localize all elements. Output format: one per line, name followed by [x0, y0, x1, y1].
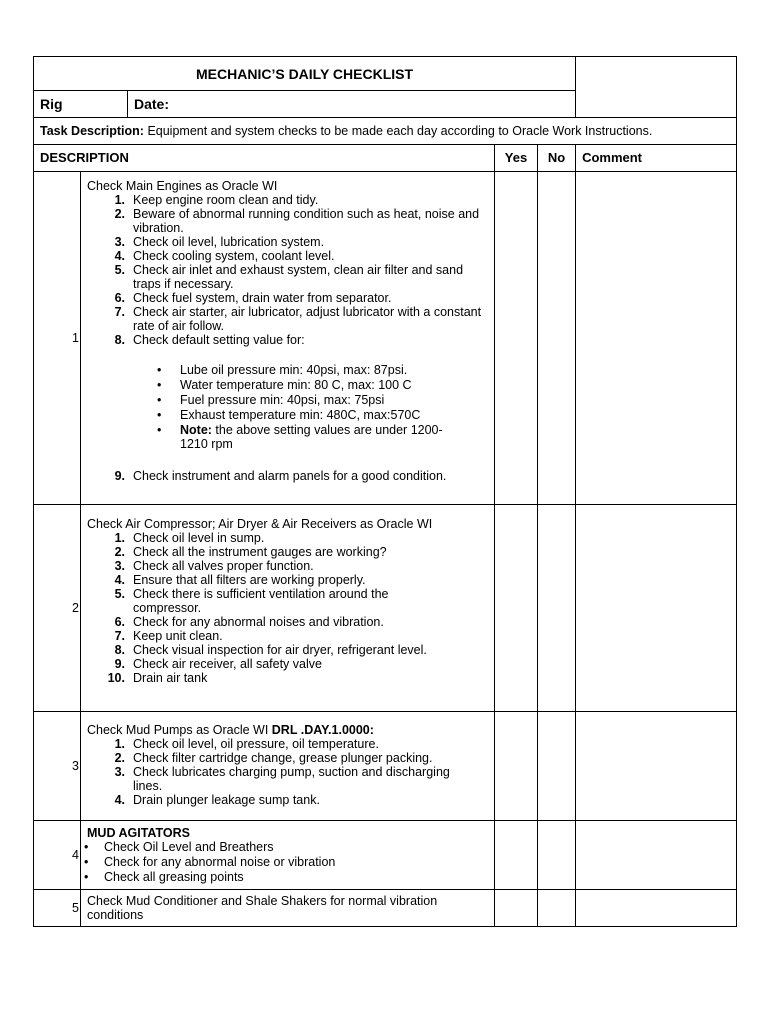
- list-item: • Check all greasing points: [84, 870, 244, 884]
- row-intro: Check Mud Pumps as Oracle WI DRL .DAY.1.0000:: [87, 723, 374, 737]
- setting-values-list: [87, 363, 490, 451]
- comment-cell[interactable]: [576, 821, 737, 890]
- comment-cell[interactable]: [576, 505, 737, 712]
- bullet-icon: •: [157, 378, 162, 392]
- row-intro: Check Air Compressor; Air Dryer & Air Receivers as Oracle WI: [87, 517, 433, 531]
- row-number: 5: [34, 890, 81, 927]
- row-description: [81, 172, 495, 505]
- row-intro: Check Mud Conditioner and Shale Shakers for normal vibration conditions: [87, 894, 438, 922]
- list-item: 7. Check air starter, air lubricator, adjust lubricator with a constant rate of air follow.: [114, 305, 482, 333]
- list-item: 4. Drain plunger leakage sump tank.: [114, 793, 320, 807]
- task-description-label: Task Description:: [40, 124, 144, 138]
- bullet-icon: •: [157, 393, 162, 407]
- checklist-table: [33, 56, 737, 927]
- table-row: [34, 712, 737, 821]
- list-item: 10. Drain air tank: [107, 671, 208, 685]
- comment-cell[interactable]: [576, 172, 737, 505]
- list-item: 1. Check oil level in sump.: [114, 531, 265, 545]
- row-description: [81, 505, 495, 712]
- list-item: • Exhaust temperature min: 480C, max:570C: [157, 408, 421, 422]
- list-item: 3. Check all valves proper function.: [114, 559, 314, 573]
- list-item: 5. Check there is sufficient ventilation around the compressor.: [114, 587, 389, 615]
- comment-cell[interactable]: [576, 890, 737, 927]
- no-cell[interactable]: [538, 712, 576, 821]
- header-comment: Comment: [576, 145, 737, 172]
- table-row: [34, 821, 737, 890]
- list-item: 7. Keep unit clean.: [114, 629, 223, 643]
- row-description: [81, 821, 495, 890]
- list-item: • Fuel pressure min: 40psi, max: 75psi: [157, 393, 385, 407]
- task-description: [34, 118, 737, 145]
- bullet-icon: •: [157, 423, 162, 437]
- list-item: • Lube oil pressure min: 40psi, max: 87psi.: [157, 363, 408, 377]
- list-item: 3. Check lubricates charging pump, suction and discharging lines.: [114, 765, 450, 793]
- list-item: 6. Check fuel system, drain water from separator.: [114, 291, 392, 305]
- list-item: 8. Check default setting value for:: [114, 333, 305, 347]
- yes-cell[interactable]: [495, 821, 538, 890]
- bullet-icon: •: [84, 855, 89, 869]
- list-item: 4. Check cooling system, coolant level.: [114, 249, 335, 263]
- row-number: 2: [34, 505, 81, 712]
- row-number: 4: [34, 821, 81, 890]
- list-item: 3. Check oil level, lubrication system.: [114, 235, 325, 249]
- list-item: 4. Ensure that all filters are working properly.: [114, 573, 366, 587]
- list-item: 9. Check air receiver, all safety valve: [114, 657, 322, 671]
- header-yes: Yes: [495, 145, 538, 172]
- row-number: 3: [34, 712, 81, 821]
- row-number: 1: [34, 172, 81, 505]
- no-cell[interactable]: [538, 821, 576, 890]
- list-item: • Check for any abnormal noise or vibration: [84, 855, 336, 869]
- logo-box: [576, 57, 737, 118]
- row-heading: MUD AGITATORS: [87, 826, 191, 840]
- list-item: 6. Check for any abnormal noises and vibration.: [114, 615, 384, 629]
- page-title: MECHANIC’S DAILY CHECKLIST: [34, 57, 576, 91]
- check-list: [87, 531, 490, 685]
- yes-cell[interactable]: [495, 505, 538, 712]
- list-item: 1. Keep engine room clean and tidy.: [114, 193, 319, 207]
- bullet-icon: •: [157, 408, 162, 422]
- header-description: DESCRIPTION: [34, 145, 495, 172]
- list-item: 5. Check air inlet and exhaust system, clean air filter and sand traps if necessary.: [114, 263, 464, 291]
- agitator-check-list: [81, 840, 490, 884]
- row-description: [81, 890, 495, 927]
- list-item: 1. Check oil level, oil pressure, oil temperature.: [114, 737, 379, 751]
- table-row: [34, 172, 737, 505]
- yes-cell[interactable]: [495, 890, 538, 927]
- bullet-icon: •: [157, 363, 162, 377]
- list-item: • Water temperature min: 80 C, max: 100 C: [157, 378, 412, 392]
- check-list: [87, 737, 490, 807]
- checklist-sheet: [33, 56, 736, 927]
- table-row: [34, 505, 737, 712]
- bullet-icon: •: [84, 870, 89, 884]
- comment-cell[interactable]: [576, 712, 737, 821]
- no-cell[interactable]: [538, 890, 576, 927]
- list-item: • Check Oil Level and Breathers: [84, 840, 274, 854]
- check-list: [87, 468, 490, 484]
- row-description: [81, 712, 495, 821]
- list-item: 9. Check instrument and alarm panels for a good condition.: [114, 469, 447, 483]
- check-list: [87, 193, 490, 347]
- yes-cell[interactable]: [495, 172, 538, 505]
- no-cell[interactable]: [538, 505, 576, 712]
- list-item: 2. Check filter cartridge change, grease plunger packing.: [114, 751, 433, 765]
- rig-field[interactable]: Rig: [34, 91, 128, 118]
- list-item: 2. Beware of abnormal running condition such as heat, noise and vibration.: [114, 207, 480, 235]
- date-field[interactable]: Date:: [128, 91, 576, 118]
- bullet-icon: •: [84, 840, 89, 854]
- row-intro: Check Main Engines as Oracle WI: [87, 179, 278, 193]
- list-item: • Note: the above setting values are under 1200-1210 rpm: [157, 423, 443, 451]
- task-description-text: Equipment and system checks to be made each day according to Oracle Work Instructions.: [143, 124, 653, 138]
- list-item: 2. Check all the instrument gauges are working?: [114, 545, 387, 559]
- yes-cell[interactable]: [495, 712, 538, 821]
- list-item: 8. Check visual inspection for air dryer, refrigerant level.: [114, 643, 427, 657]
- table-row: [34, 890, 737, 927]
- no-cell[interactable]: [538, 172, 576, 505]
- header-no: No: [538, 145, 576, 172]
